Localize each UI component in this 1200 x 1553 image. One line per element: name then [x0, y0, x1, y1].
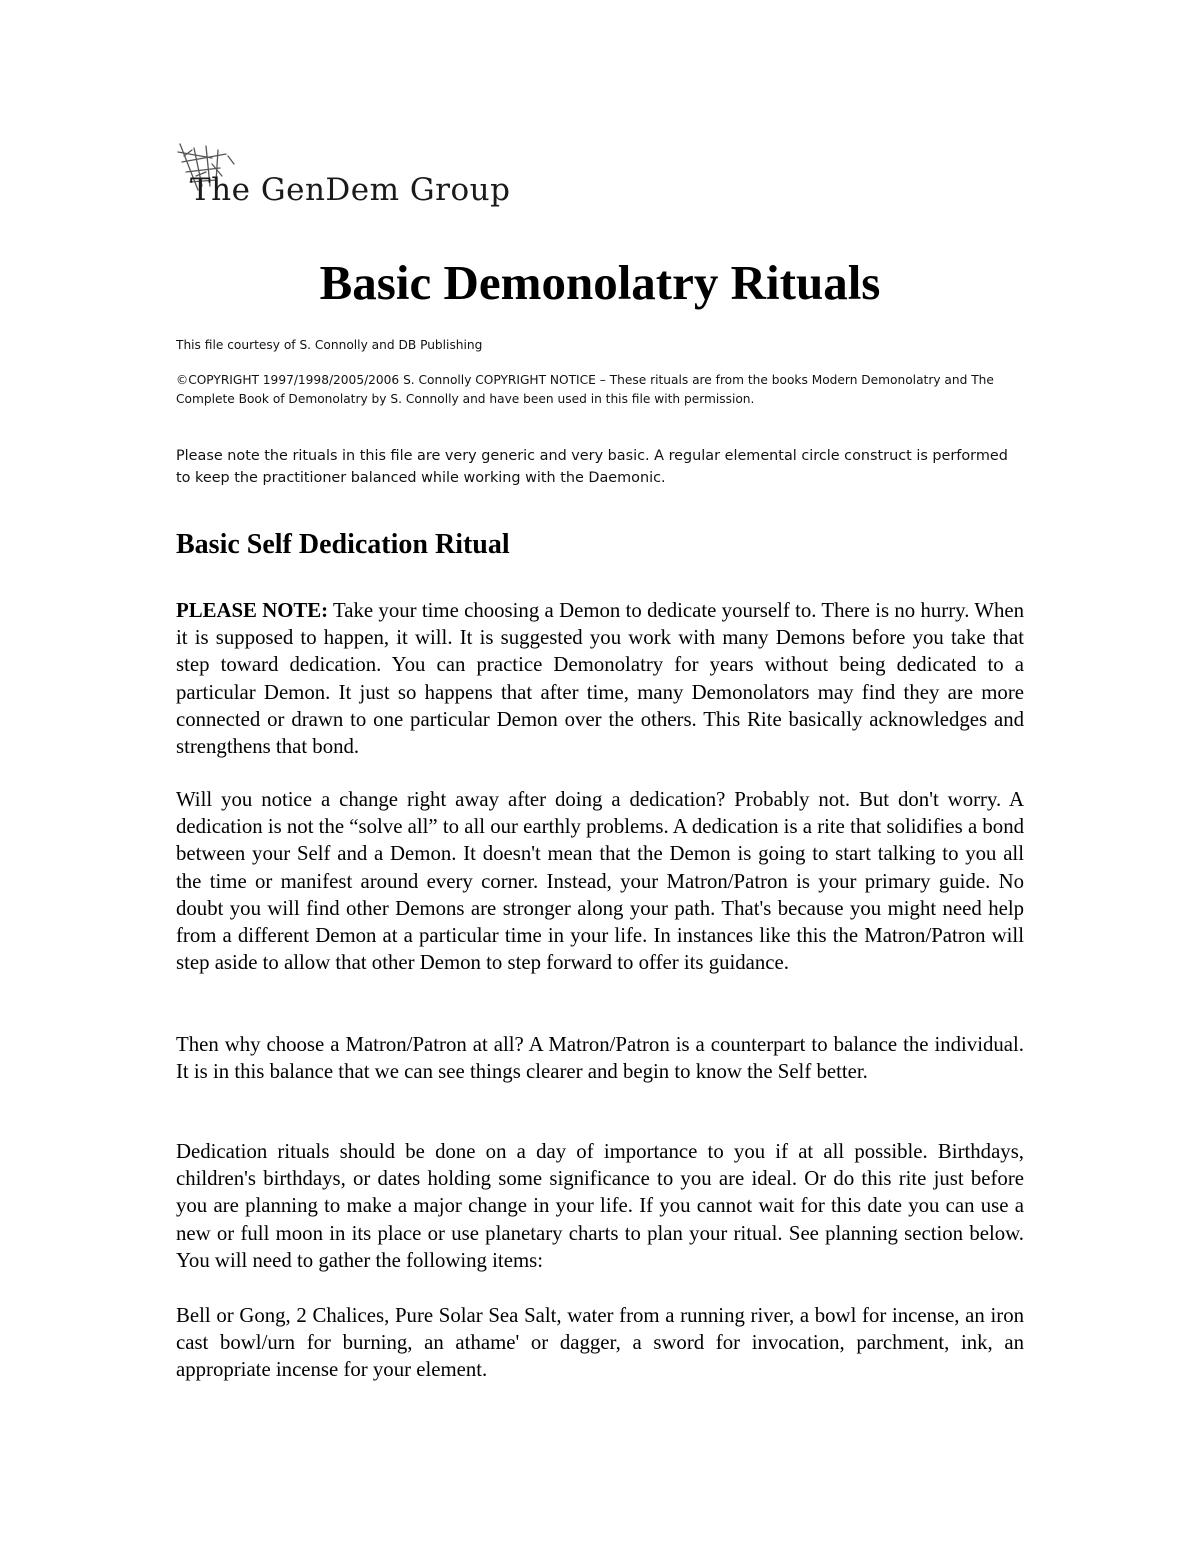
- copyright-notice: ©COPYRIGHT 1997/1998/2005/2006 S. Connolly COPYRIGHT NOTICE – These rituals are from the books Modern Demonolatry and The Complete Book of Demonolatry by S. Connolly and have been used in this file with permission.: [176, 373, 994, 406]
- courtesy-line: This file courtesy of S. Connolly and DB Publishing: [176, 338, 483, 352]
- paragraph-please-note: [176, 597, 1024, 760]
- intro-note: Please note the rituals in this file are very generic and very basic. A regular elemental circle construct is performed to keep the practitioner balanced while working with the Daemonic.: [176, 448, 1008, 486]
- paragraph-dedication-change: Will you notice a change right away after doing a dedication? Probably not. But don't worry. A dedication is not the “solve all” to all our earthly problems. A dedication is a rite that solidifies a bond between your Self and a Demon. It doesn't mean that the Demon is going to start talking to you all the time or manifest around every corner. Instead, your Matron/Patron is your primary guide. No doubt you will find other Demons are stronger along your path. That's because you might need help from a different Demon at a particular time in your life. In instances like this the Matron/Patron will step aside to allow that other Demon to step forward to offer its guidance.: [176, 788, 1024, 975]
- paragraph-dedication-timing: Dedication rituals should be done on a day of importance to you if at all possible. Birthdays, children's birthdays, or dates holding some significance to you are ideal. Or do this rite just before you are planning to make a major change in your life. If you cannot wait for this date you can use a new or full moon in its place or use planetary charts to plan your ritual. See planning section below. You will need to gather the following items:: [176, 1140, 1024, 1272]
- section-title: Basic Self Dedication Ritual: [176, 529, 510, 560]
- paragraph-text: Take your time choosing a Demon to dedicate yourself to. There is no hurry. When it is supposed to happen, it will. It is suggested you work with many Demons before you take that step toward dedication. You can practice Demonolatry for years without being dedicated to a particular Demon. It just so happens that after time, many Demonolators may find they are more connected or drawn to one particular Demon over the others. This Rite basically acknowledges and strengthens that bond.: [176, 599, 1024, 759]
- paragraph-matron-patron: Then why choose a Matron/Patron at all? A Matron/Patron is a counterpart to balance the individual. It is in this balance that we can see things clearer and begin to know the Self better.: [176, 1033, 1024, 1084]
- gendem-logo: [176, 142, 511, 222]
- please-note-label: PLEASE NOTE:: [176, 599, 329, 622]
- logo-text: The GenDem Group: [190, 172, 511, 208]
- paragraph-items-list: Bell or Gong, 2 Chalices, Pure Solar Sea Salt, water from a running river, a bowl for incense, an iron cast bowl/urn for burning, an athame' or dagger, a sword for invocation, parchment, ink, an appropriate incense for your element.: [176, 1304, 1024, 1382]
- document-title: Basic Demonolatry Rituals: [319, 255, 881, 310]
